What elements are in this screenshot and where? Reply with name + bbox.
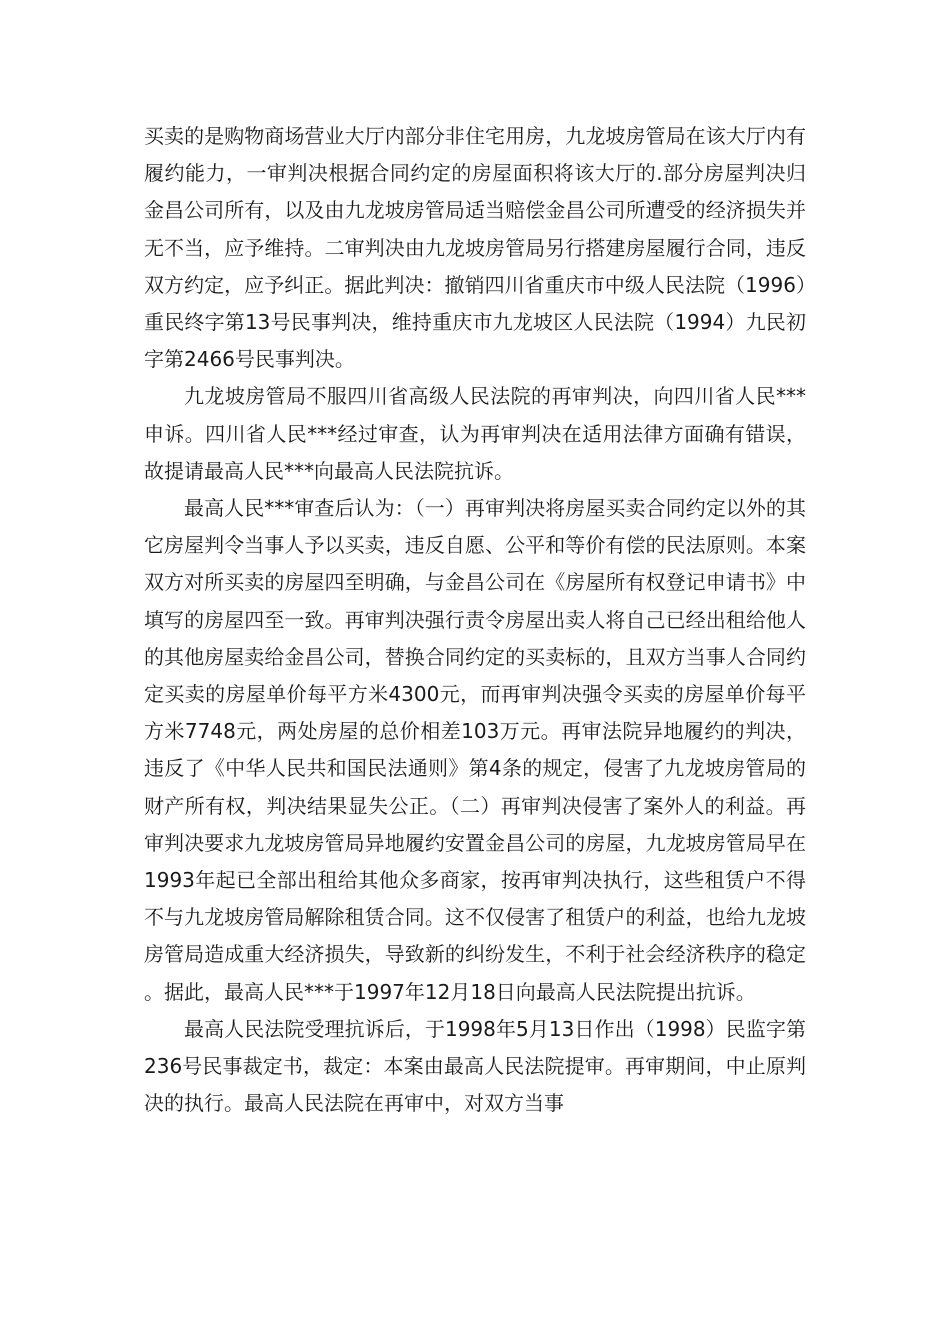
paragraph-1: 买卖的是购物商场营业大厅内部分非住宅用房，九龙坡房管局在该大厅内有履约能力，一审判决根据合同约定的房屋面积将该大厅的.部分房屋判决归金昌公司所有，以及由九龙坡房管局适当赔偿金昌公司所遭受的经济损失并无不当，应予维持。二审判决由九龙坡房管局另行搭建房屋履行合同，违反双方约定，应予纠正。据此判决：撤销四川省重庆市中级人民法院（1996）重民终字第13号民事判决，维持重庆市九龙坡区人民法院（1994）九民初字第2466号民事判决。 (144, 124, 806, 372)
document-page (144, 118, 806, 1122)
paragraph-4: 最高人民法院受理抗诉后，于1998年5月13日作出（1998）民监字第236号民事裁定书，裁定：本案由最高人民法院提审。再审期间，中止原判决的执行。最高人民法院在再审中，对双方当事 (144, 1016, 806, 1116)
paragraph-3: 最高人民***审查后认为：（一）再审判决将房屋买卖合同约定以外的其它房屋判令当事人予以买卖，违反自愿、公平和等价有偿的民法原则。本案双方对所买卖的房屋四至明确，与金昌公司在《房屋所有权登记申请书》中填写的房屋四至一致。再审判决强行责令房屋出卖人将自己已经出租给他人的其他房屋卖给金昌公司，替换合同约定的买卖标的，且双方当事人合同约定买卖的房屋单价每平方米4300元，而再审判决强令买卖的房屋单价每平方米7748元，两处房屋的总价相差103万元。再审法院异地履约的判决，违反了《中华人民共和国民法通则》第4条的规定，侵害了九龙坡房管局的财产所有权，判决结果显失公正。（二）再审判决侵害了案外人的利益。再审判决要求九龙坡房管局异地履约安置金昌公司的房屋，九龙坡房管局早在1993年起已全部出租给其他众多商家，按再审判决执行，这些租赁户不得不与九龙坡房管局解除租赁合同。这不仅侵害了租赁户的利益，也给九龙坡房管局造成重大经济损失，导致新的纠纷发生，不利于社会经济秩序的稳定。据此，最高人民***于1997年12月18日向最高人民法院提出抗诉。 (144, 496, 806, 1004)
paragraph-2: 九龙坡房管局不服四川省高级人民法院的再审判决，向四川省人民***申诉。四川省人民***经过审查，认为再审判决在适用法律方面确有错误，故提请最高人民***向最高人民法院抗诉。 (144, 384, 806, 483)
